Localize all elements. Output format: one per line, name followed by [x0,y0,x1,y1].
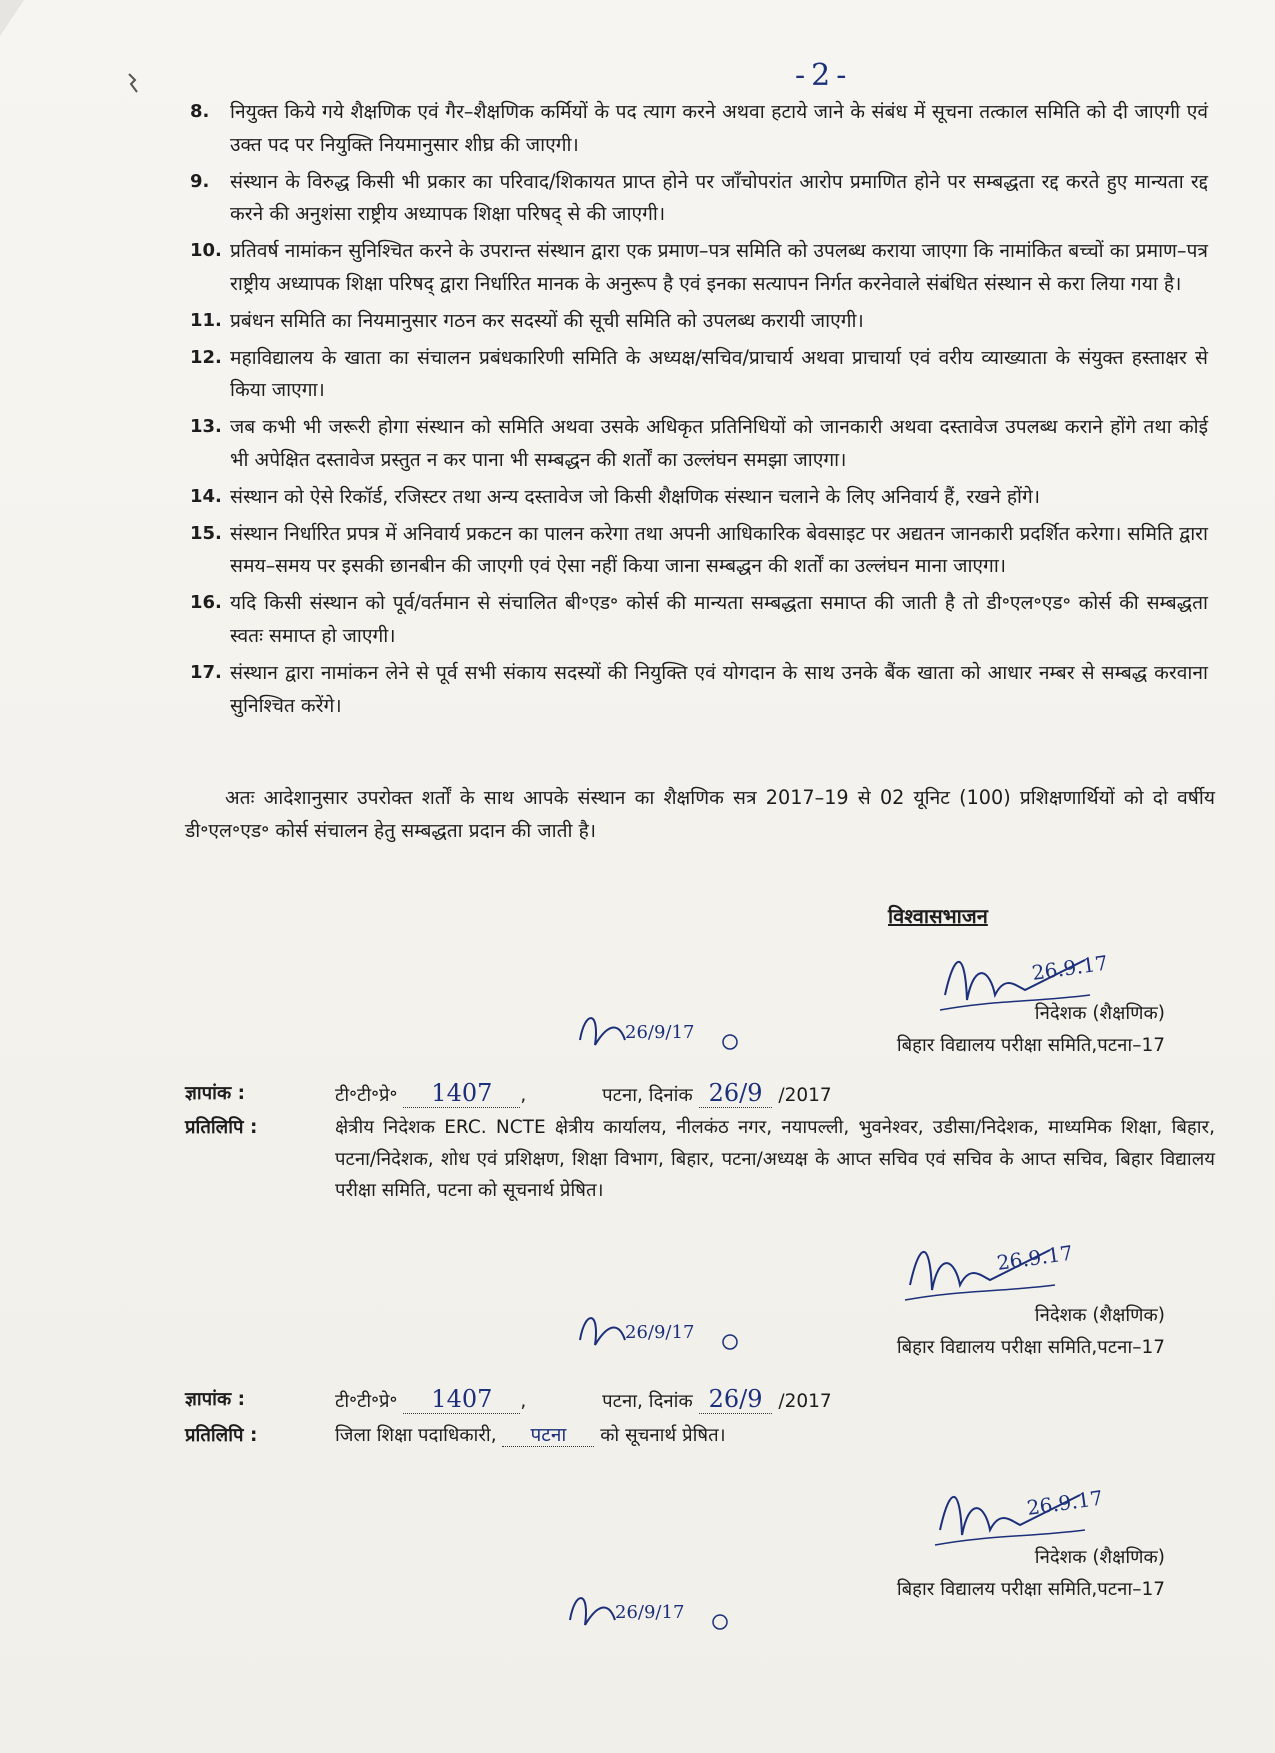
clause-number: 15. [190,522,222,544]
memo-date: 26/9 [699,1079,773,1108]
clause-number: 14. [190,485,222,507]
signatory-office: बिहार विद्यालय परीक्षा समिति,पटना–17 [896,1337,1165,1358]
clause-number: 11. [190,309,222,331]
memo-number: 1407 [403,1079,520,1108]
clause-item [190,235,1208,301]
memo-label: ज्ञापांक : [185,1389,245,1410]
clause-number: 13. [190,416,222,438]
signature-date: 26.9.17 [1030,950,1110,985]
clause-item [190,305,1208,338]
handwritten-initials [560,1580,740,1640]
clause-number: 8. [190,101,210,122]
clause-text: जब कभी भी जरूरी होगा संस्थान को समिति अथवा उसके अधिकृत प्रतिनिधियों को जानकारी अथवा दस्तावेज उपलब्ध कराने होंगे तथा कोई भी अपेक्षित दस्तावेज प्रस्तुत न कर पाना भी सम्बद्धन की शर्तों का उल्लंघन समझा जाएगा। [230,415,1208,471]
initials-date: 26/9/17 [625,1322,695,1343]
memo-year: /2017 [778,1085,832,1106]
folded-corner [0,0,24,36]
copy-recipients: क्षेत्रीय निदेशक ERC. NCTE क्षेत्रीय कार्यालय, नीलकंठ नगर, नयापल्ली, भुवनेश्वर, उडीसा/निदेशक, माध्यमिक शिक्षा, बिहार, पटना/निदेशक, शोध एवं प्रशिक्षण, शिक्षा विभाग, बिहार, पटना/अध्यक्ष के आप्त सचिव एवं सचिव के आप्त सचिव, बिहार विद्यालय परीक्षा समिति, पटना को सूचनार्थ प्रेषित। [335,1117,1215,1201]
clause-number: 17. [190,661,222,683]
memo-value: टी॰टी॰प्रे॰ 1407 , पटना, दिनांक 26/9 /2017 [335,1079,832,1107]
handwritten-initials [570,1000,750,1060]
signatory-block [897,1542,1165,1606]
memo-value: टी॰टी॰प्रे॰ 1407 , पटना, दिनांक 26/9 /2017 [335,1385,832,1413]
place-date-label: पटना, दिनांक [602,1391,693,1412]
clause-number: 10. [190,240,222,262]
signatory-title: निदेशक (शैक्षणिक) [1034,1305,1165,1326]
memo-prefix: टी॰टी॰प्रे॰ [335,1391,398,1412]
clause-item [190,657,1208,723]
clause-text: संस्थान के विरुद्ध किसी भी प्रकार का परिवाद/शिकायत प्राप्त होने पर जाँचोपरांत आरोप प्रमाणित होने पर सम्बद्धता रद्द करते हुए मान्यता रद्द करने की अनुशंसा राष्ट्रीय अध्यापक शिक्षा परिषद् से की जाएगी। [230,169,1208,226]
copy-label: प्रतिलिपि : [185,1425,258,1446]
page-number: -2- [795,58,853,93]
conclusion-paragraph: अतः आदेशानुसार उपरोक्त शर्तों के साथ आपके संस्थान का शैक्षणिक सत्र 2017–19 से 02 यूनिट (100) प्रशिक्षणार्थियों को दो वर्षीय डी॰एल॰एड॰ कोर्स संचालन हेतु सम्बद्धता प्रदान की जाती है। [185,786,1215,842]
clause-text: महाविद्यालय के खाता का संचालन प्रबंधकारिणी समिति के अध्यक्ष/सचिव/प्राचार्य अथवा प्राचार्या एवं वरीय व्याख्याता के संयुक्त हस्ताक्षर से किया जाएगा। [230,345,1208,402]
signatory-block [897,1300,1165,1364]
signatory-office: बिहार विद्यालय परीक्षा समिति,पटना–17 [896,1579,1165,1600]
clause-text: नियुक्त किये गये शैक्षणिक एवं गैर–शैक्षणिक कर्मियों के पद त्याग करने अथवा हटाये जाने के संबंध में सूचना तत्काल समिति को दी जाएगी एवं उक्त पद पर नियुक्ति नियमानुसार शीघ्र की जाएगी। [230,100,1208,156]
signatory-office: बिहार विद्यालय परीक्षा समिति,पटना–17 [896,1035,1165,1056]
clause-number: 9. [190,170,210,192]
initials-date: 26/9/17 [615,1602,685,1623]
initials-date: 26/9/17 [625,1022,695,1043]
signatory-title: निदेशक (शैक्षणिक) [1034,1547,1165,1568]
memo-number-line [185,1384,1215,1416]
copy-suffix: को सूचनार्थ प्रेषित। [600,1425,726,1446]
handwritten-initials [570,1300,750,1360]
closing-salutation: विश्वासभाजन [888,904,988,928]
memo-label: ज्ञापांक : [185,1083,245,1104]
scan-mark [125,72,143,94]
memo-number: 1407 [403,1385,520,1414]
signature-date: 26.9.17 [1025,1485,1105,1520]
memo-number-line [185,1078,1215,1110]
signatory-title: निदेशक (शैक्षणिक) [1034,1003,1165,1024]
clause-item [190,481,1208,514]
clause-item [190,411,1208,477]
copy-district: पटना [502,1424,594,1447]
signature-date: 26.9.17 [995,1240,1075,1275]
clause-text: संस्थान द्वारा नामांकन लेने से पूर्व सभी संकाय सदस्यों की नियुक्ति एवं योगदान के साथ उनके बैंक खाता को आधार नम्बर से सम्बद्ध करवाना सुनिश्चित करेंगे। [230,660,1208,717]
clause-number: 12. [190,346,222,368]
place-date-label: पटना, दिनांक [602,1085,693,1106]
copy-recipient: जिला शिक्षा पदाधिकारी, [335,1425,497,1446]
memo-prefix: टी॰टी॰प्रे॰ [335,1085,398,1106]
signatory-block [897,998,1165,1062]
clause-item [190,166,1208,232]
clause-text: प्रतिवर्ष नामांकन सुनिश्चित करने के उपरान्त संस्थान द्वारा एक प्रमाण–पत्र समिति को उपलब्ध कराया जाएगा कि नामांकित बच्चों का प्रमाण–पत्र राष्ट्रीय अध्यापक शिक्षा परिषद् द्वारा निर्धारित मानक के अनुरूप है एवं इनका सत्यापन निर्गत करनेवाले संबंधित संस्थान से करा लिया गया है। [230,239,1208,295]
clause-item [190,518,1208,584]
clause-item [190,342,1208,408]
memo-date: 26/9 [699,1385,773,1414]
copy-value [335,1420,726,1451]
clause-text: संस्थान निर्धारित प्रपत्र में अनिवार्य प्रकटन का पालन करेगा तथा अपनी आधिकारिक बेवसाइट पर अद्यतन जानकारी प्रदर्शित करेगा। समिति द्वारा समय–समय पर इसकी छानबीन की जाएगी एवं ऐसा नहीं किया जाना सम्बद्धन की शर्तों का उल्लंघन माना जाएगा। [230,521,1208,578]
clause-text: प्रबंधन समिति का नियमानुसार गठन कर सदस्यों की सूची समिति को उपलब्ध करायी जाएगी। [230,308,864,332]
copy-line [185,1420,1215,1452]
clause-text: यदि किसी संस्थान को पूर्व/वर्तमान से संचालित बी॰एड॰ कोर्स की मान्यता सम्बद्धता समाप्त की जाती है तो डी॰एल॰एड॰ कोर्स की सम्बद्धता स्वतः समाप्त हो जाएगी। [230,591,1208,647]
clause-item [190,587,1208,653]
copy-label: प्रतिलिपि : [185,1117,258,1138]
clause-text: संस्थान को ऐसे रिकॉर्ड, रजिस्टर तथा अन्य दस्तावेज जो किसी शैक्षणिक संस्थान चलाने के लिए अनिवार्य हैं, रखने होंगे। [230,484,1041,508]
handwritten-signature [900,1230,1075,1310]
memo-year: /2017 [778,1391,832,1412]
conditions-list [190,96,1208,726]
clause-item [190,96,1208,162]
clause-number: 16. [190,592,222,614]
